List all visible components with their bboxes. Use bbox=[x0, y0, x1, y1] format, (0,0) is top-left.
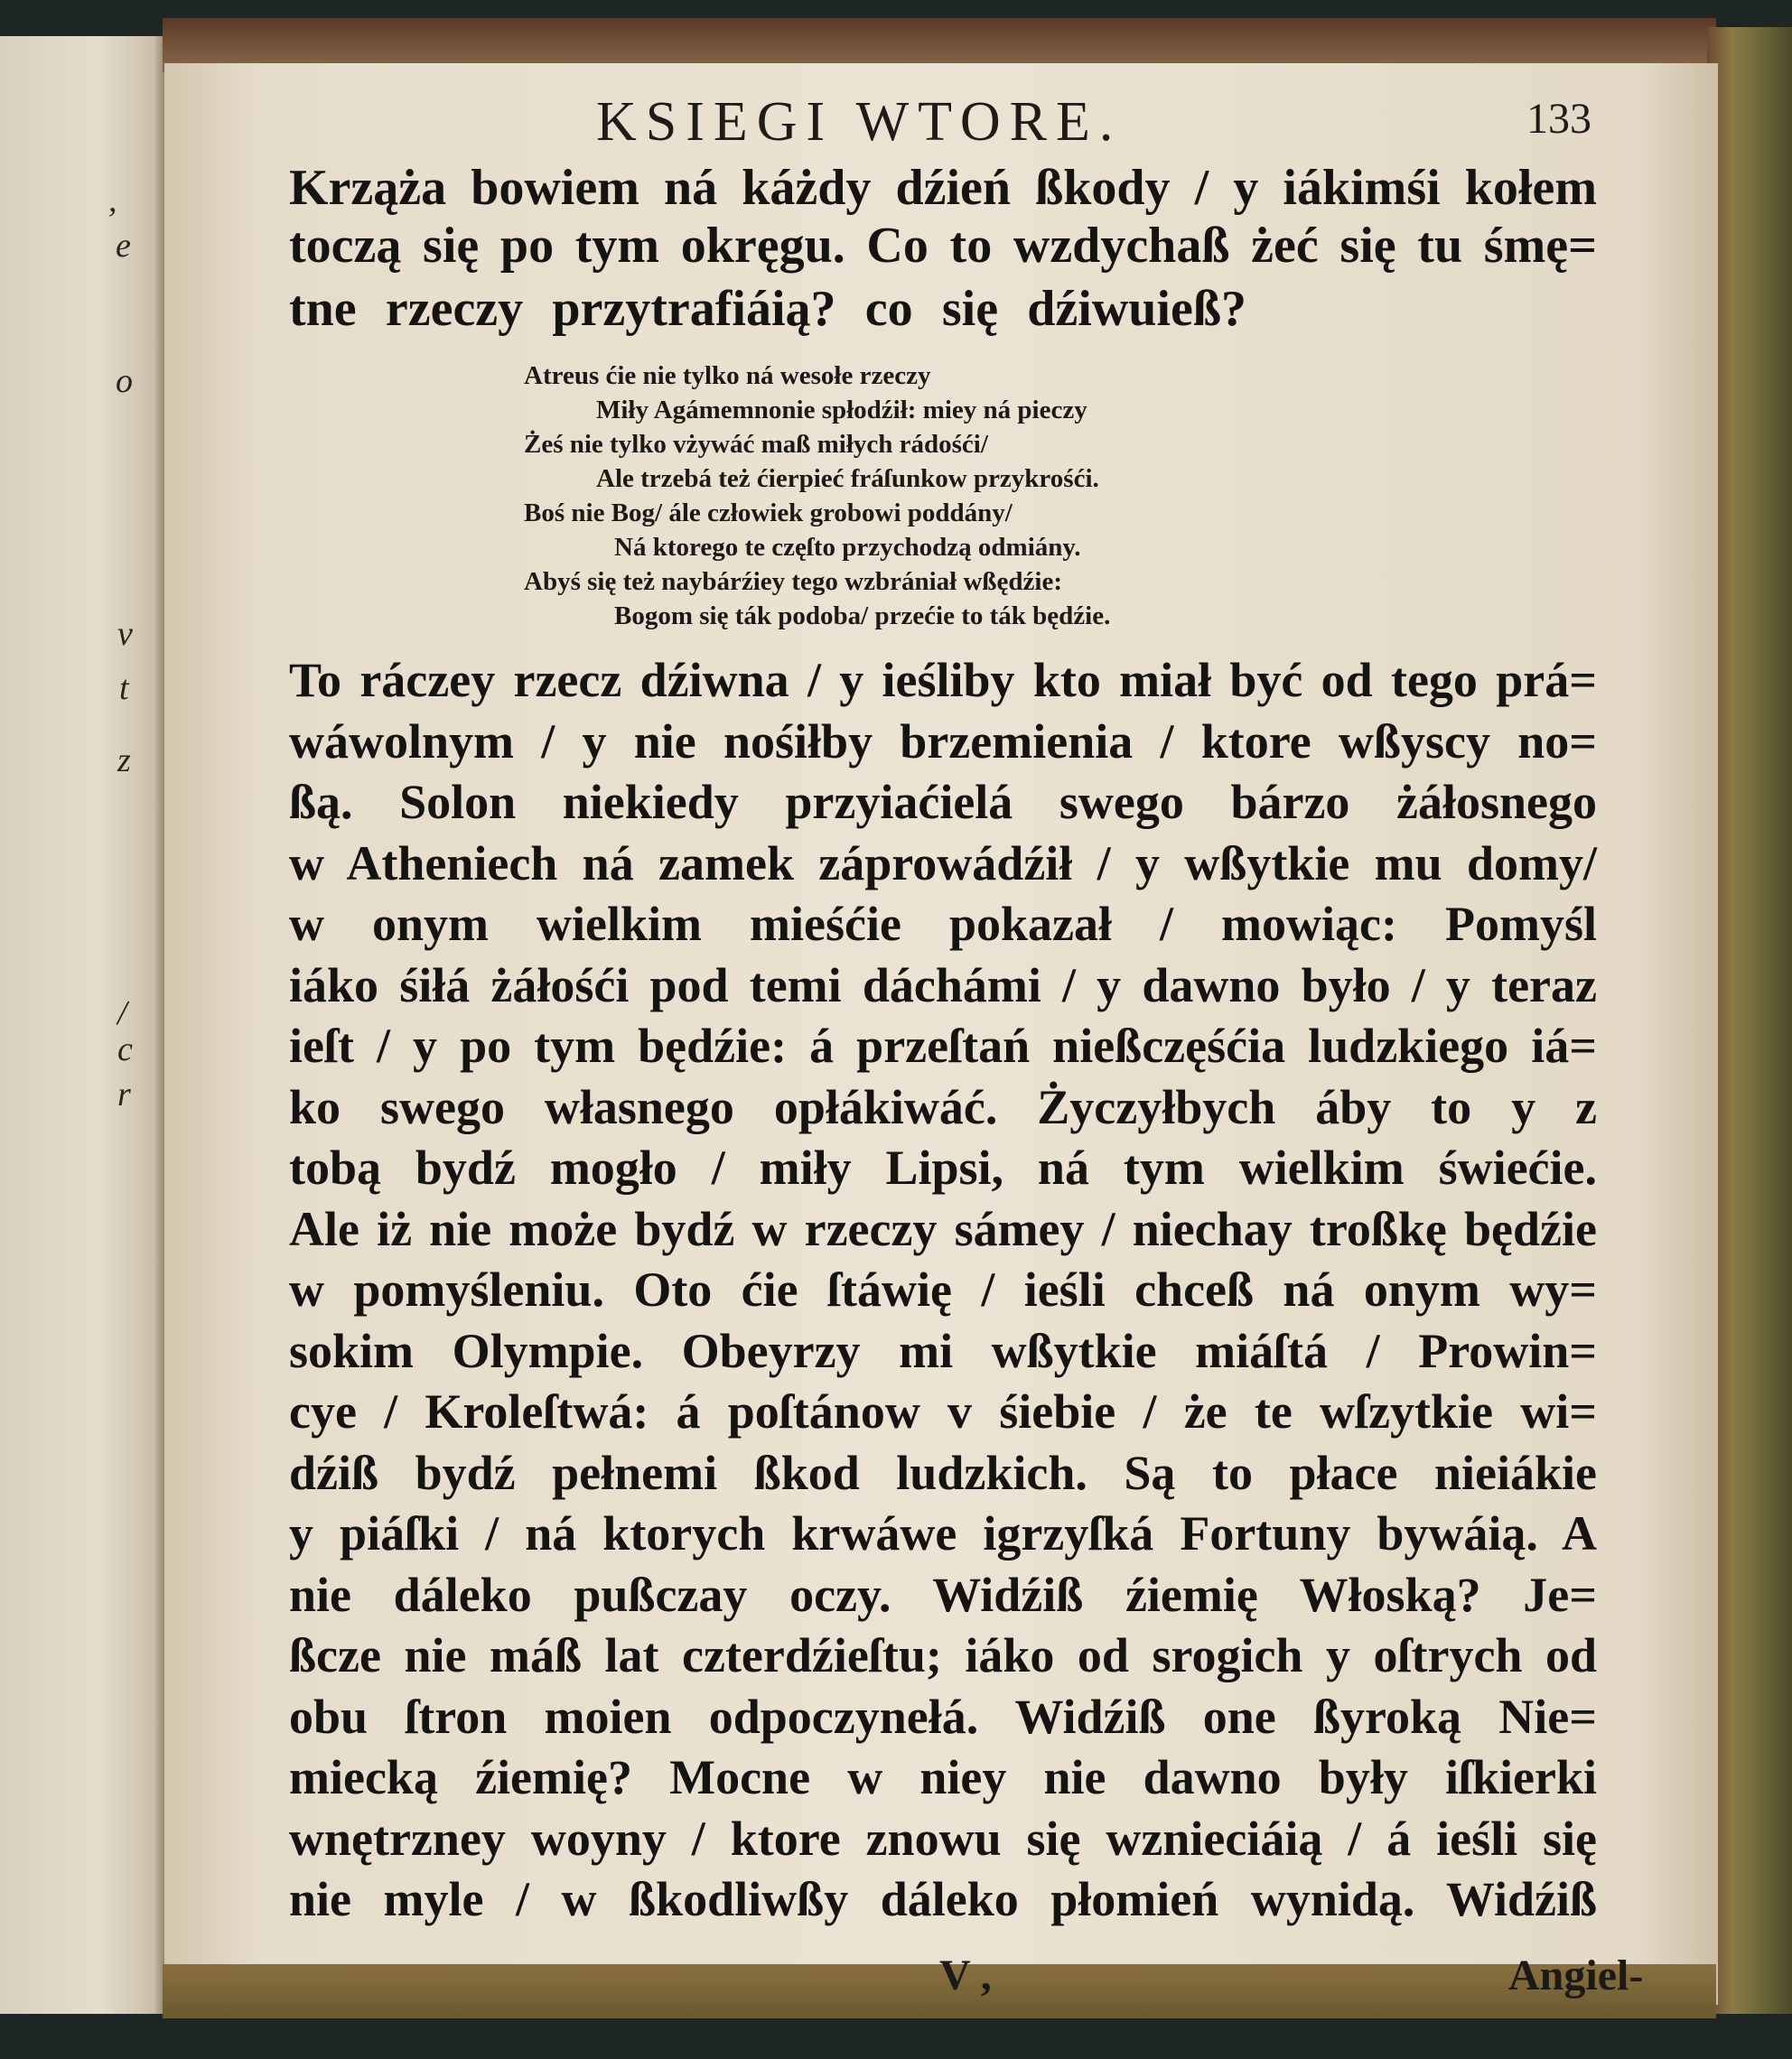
text-line: Ale iż nie może bydź w rzeczy sámey / niechay troßkę będźie bbox=[289, 1201, 1597, 1256]
text-line: Krząża bowiem ná káżdy dźień ßkody / y iákimśi kołem bbox=[289, 160, 1597, 216]
text-line: ßcze nie máß lat czterdźieſtu; iáko od srogich y oſtrych od bbox=[289, 1628, 1597, 1682]
text-line: w pomyśleniu. Oto ćie ſtáwię / ieśli chceß ná onym wy= bbox=[289, 1262, 1597, 1317]
page-number: 133 bbox=[1526, 95, 1591, 143]
verse-line: Ale trzebá też ćierpieć fráſunkow przykrośći. bbox=[596, 464, 1099, 493]
verse-line: Miły Agámemnonie spłodźił: miey ná pieczy bbox=[596, 396, 1087, 424]
verse-line: Bogom się ták podoba/ przećie to ták będźie. bbox=[614, 601, 1111, 630]
text-line: y piáſki / ná ktorych krwáwe igrzyſká Fortuny bywáią. A bbox=[289, 1506, 1597, 1561]
text-line: iáko śiłá żáłośći pod temi dáchámi / y dawno było / y teraz bbox=[289, 957, 1597, 1012]
margin-fragment: v bbox=[117, 615, 133, 653]
text-line: nie dáleko pußczay oczy. Widźiß źiemię Włoską? Je= bbox=[289, 1567, 1597, 1622]
text-line: dźiß bydź pełnemi ßkod ludzkich. Są to płace nieiákie bbox=[289, 1445, 1597, 1500]
text-line: ßą. Solon niekiedy przyiaćielá swego bárzo żáłosnego bbox=[289, 775, 1597, 829]
text-line: toczą się po tym okręgu. Co to wzdychaß żeć się tu śmę= bbox=[289, 218, 1597, 274]
margin-fragment: e bbox=[116, 227, 131, 265]
text-line: w Atheniech ná zamek záprowádźił / y wßytkie mu domy/ bbox=[289, 835, 1597, 890]
text-line: tne rzeczy przytrafiáią? co się dźiwuieß? bbox=[289, 281, 1246, 337]
book-cover-edge bbox=[1707, 27, 1792, 2014]
margin-fragment: z bbox=[117, 741, 131, 779]
text-line: wáwolnym / y nie nośiłby brzemienia / ktore wßyscy no= bbox=[289, 713, 1597, 769]
text-line: sokim Olympie. Obeyrzy mi wßytkie miáſtá / Prowin= bbox=[289, 1323, 1597, 1378]
margin-fragment: / bbox=[117, 994, 127, 1032]
margin-fragment: t bbox=[119, 669, 129, 707]
text-line: miecką źiemię? Mocne w niey nie dawno były iſkierki bbox=[289, 1750, 1597, 1804]
running-head: KSIEGI WTORE. bbox=[596, 91, 1123, 153]
margin-fragment: o bbox=[116, 362, 133, 400]
margin-fragment: , bbox=[108, 182, 117, 219]
text-line: obu ſtron moien odpoczynełá. Widźiß one ßyroką Nie= bbox=[289, 1689, 1597, 1744]
catchword: Angiel- bbox=[1508, 1952, 1644, 1999]
signature-mark: V , bbox=[939, 1952, 992, 1999]
facing-page bbox=[0, 36, 167, 2014]
text-line: ieſt / y po tym będźie: á przeſtań nießczęśćia ludzkiego iá= bbox=[289, 1019, 1597, 1073]
verse-line: Boś nie Bog/ ále człowiek grobowi poddány/ bbox=[524, 498, 1013, 527]
verse-line: Żeś nie tylko vżywáć maß miłych rádośći/ bbox=[524, 430, 988, 459]
verse-line: Ná ktorego te częſto przychodzą odmiány. bbox=[614, 533, 1081, 562]
text-line: ko swego własnego opłákiwáć. Życzyłbych áby to y z bbox=[289, 1079, 1597, 1134]
text-line: w onym wielkim mieśćie pokazał / mowiąc: Pomyśl bbox=[289, 897, 1597, 951]
margin-fragment: c bbox=[117, 1030, 133, 1068]
text-line: nie myle / w ßkodliwßy dáleko płomień wynidą. Widźiß bbox=[289, 1872, 1597, 1926]
verse-line: Atreus ćie nie tylko ná wesołe rzeczy bbox=[524, 361, 931, 390]
margin-fragment: r bbox=[117, 1076, 131, 1113]
text-line: tobą bydź mogło / miły Lipsi, ná tym wielkim świećie. bbox=[289, 1141, 1597, 1195]
text-line: cye / Kroleſtwá: á poſtánow v śiebie / że te wſzytkie wi= bbox=[289, 1384, 1597, 1439]
text-line: To ráczey rzecz dźiwna / y ieśliby kto miał być od tego prá= bbox=[289, 653, 1597, 707]
text-line: wnętrzney woyny / ktore znowu się wznieciáią / á ieśli się bbox=[289, 1811, 1597, 1866]
verse-line: Abyś się też naybárźiey tego wzbrániał wßędźie: bbox=[524, 567, 1063, 596]
